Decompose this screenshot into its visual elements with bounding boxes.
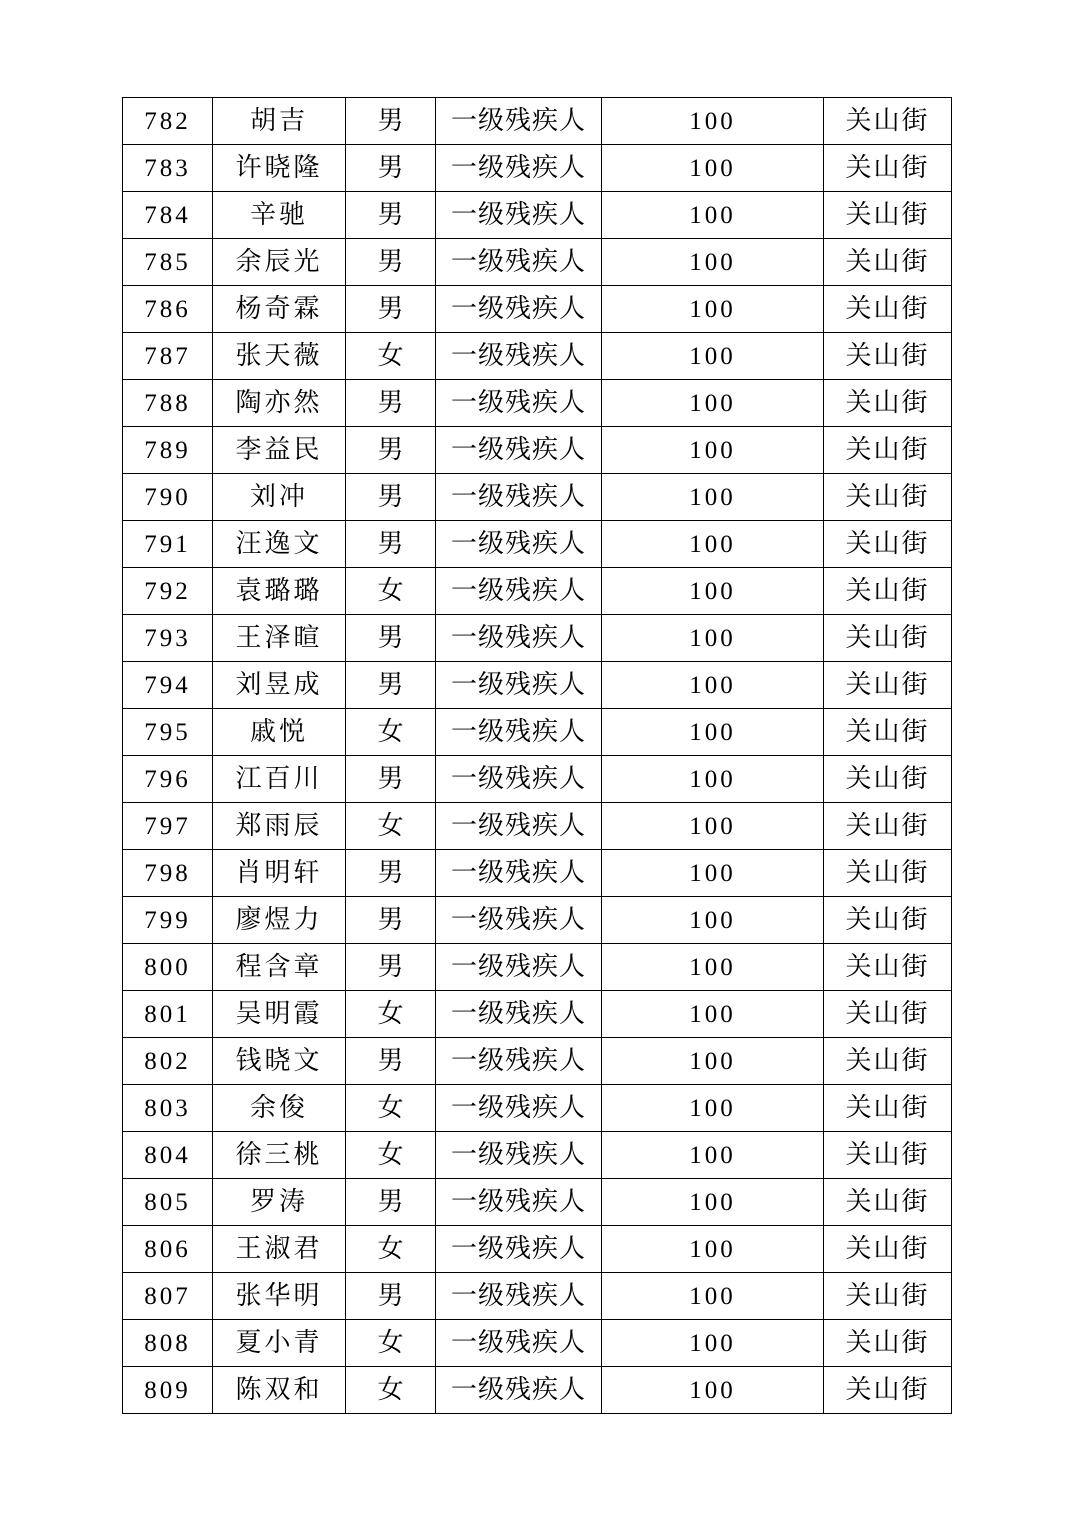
serial-number-cell: 808 <box>123 1320 213 1367</box>
serial-number-cell: 794 <box>123 662 213 709</box>
name-cell: 辛驰 <box>213 192 346 239</box>
serial-number-cell: 796 <box>123 756 213 803</box>
serial-number-cell: 787 <box>123 333 213 380</box>
amount-cell: 100 <box>602 1085 824 1132</box>
roster-body <box>123 98 952 1414</box>
gender-cell: 男 <box>346 521 436 568</box>
gender-cell: 女 <box>346 803 436 850</box>
gender-cell: 男 <box>346 1038 436 1085</box>
name-cell: 罗涛 <box>213 1179 346 1226</box>
serial-number-cell: 791 <box>123 521 213 568</box>
name-cell: 袁璐璐 <box>213 568 346 615</box>
gender-cell: 男 <box>346 145 436 192</box>
category-cell: 一级残疾人 <box>436 662 602 709</box>
amount-cell: 100 <box>602 1367 824 1414</box>
street-cell: 关山街 <box>824 1038 952 1085</box>
serial-number-cell: 804 <box>123 1132 213 1179</box>
street-cell: 关山街 <box>824 239 952 286</box>
category-cell: 一级残疾人 <box>436 1367 602 1414</box>
serial-number-cell: 793 <box>123 615 213 662</box>
amount-cell: 100 <box>602 1038 824 1085</box>
table-row <box>123 521 952 568</box>
amount-cell: 100 <box>602 803 824 850</box>
category-cell: 一级残疾人 <box>436 944 602 991</box>
category-cell: 一级残疾人 <box>436 1132 602 1179</box>
table-row <box>123 1367 952 1414</box>
category-cell: 一级残疾人 <box>436 897 602 944</box>
category-cell: 一级残疾人 <box>436 850 602 897</box>
serial-number-cell: 782 <box>123 98 213 145</box>
serial-number-cell: 806 <box>123 1226 213 1273</box>
table-row <box>123 1273 952 1320</box>
serial-number-cell: 789 <box>123 427 213 474</box>
amount-cell: 100 <box>602 239 824 286</box>
amount-cell: 100 <box>602 1179 824 1226</box>
category-cell: 一级残疾人 <box>436 192 602 239</box>
name-cell: 余辰光 <box>213 239 346 286</box>
table-row <box>123 1226 952 1273</box>
amount-cell: 100 <box>602 521 824 568</box>
category-cell: 一级残疾人 <box>436 1085 602 1132</box>
amount-cell: 100 <box>602 98 824 145</box>
table-row <box>123 145 952 192</box>
amount-cell: 100 <box>602 1273 824 1320</box>
street-cell: 关山街 <box>824 98 952 145</box>
name-cell: 王淑君 <box>213 1226 346 1273</box>
serial-number-cell: 801 <box>123 991 213 1038</box>
table-row <box>123 1132 952 1179</box>
amount-cell: 100 <box>602 192 824 239</box>
category-cell: 一级残疾人 <box>436 568 602 615</box>
roster-table <box>122 97 952 1414</box>
serial-number-cell: 788 <box>123 380 213 427</box>
name-cell: 李益民 <box>213 427 346 474</box>
street-cell: 关山街 <box>824 568 952 615</box>
street-cell: 关山街 <box>824 1320 952 1367</box>
name-cell: 王泽暄 <box>213 615 346 662</box>
amount-cell: 100 <box>602 145 824 192</box>
gender-cell: 男 <box>346 662 436 709</box>
name-cell: 程含章 <box>213 944 346 991</box>
street-cell: 关山街 <box>824 615 952 662</box>
category-cell: 一级残疾人 <box>436 756 602 803</box>
gender-cell: 男 <box>346 192 436 239</box>
amount-cell: 100 <box>602 380 824 427</box>
serial-number-cell: 805 <box>123 1179 213 1226</box>
gender-cell: 男 <box>346 1273 436 1320</box>
amount-cell: 100 <box>602 333 824 380</box>
gender-cell: 男 <box>346 239 436 286</box>
street-cell: 关山街 <box>824 380 952 427</box>
gender-cell: 男 <box>346 897 436 944</box>
category-cell: 一级残疾人 <box>436 380 602 427</box>
gender-cell: 男 <box>346 1179 436 1226</box>
name-cell: 戚悦 <box>213 709 346 756</box>
name-cell: 张天薇 <box>213 333 346 380</box>
table-row <box>123 286 952 333</box>
table-row <box>123 427 952 474</box>
name-cell: 吴明霞 <box>213 991 346 1038</box>
street-cell: 关山街 <box>824 662 952 709</box>
serial-number-cell: 786 <box>123 286 213 333</box>
name-cell: 郑雨辰 <box>213 803 346 850</box>
amount-cell: 100 <box>602 1226 824 1273</box>
serial-number-cell: 802 <box>123 1038 213 1085</box>
amount-cell: 100 <box>602 897 824 944</box>
name-cell: 许晓隆 <box>213 145 346 192</box>
gender-cell: 女 <box>346 1132 436 1179</box>
table-row <box>123 1320 952 1367</box>
serial-number-cell: 807 <box>123 1273 213 1320</box>
gender-cell: 女 <box>346 568 436 615</box>
name-cell: 汪逸文 <box>213 521 346 568</box>
table-row <box>123 1038 952 1085</box>
street-cell: 关山街 <box>824 1132 952 1179</box>
table-row <box>123 662 952 709</box>
street-cell: 关山街 <box>824 991 952 1038</box>
name-cell: 夏小青 <box>213 1320 346 1367</box>
category-cell: 一级残疾人 <box>436 427 602 474</box>
amount-cell: 100 <box>602 709 824 756</box>
gender-cell: 女 <box>346 991 436 1038</box>
category-cell: 一级残疾人 <box>436 1179 602 1226</box>
serial-number-cell: 799 <box>123 897 213 944</box>
gender-cell: 女 <box>346 709 436 756</box>
street-cell: 关山街 <box>824 1367 952 1414</box>
street-cell: 关山街 <box>824 803 952 850</box>
serial-number-cell: 783 <box>123 145 213 192</box>
category-cell: 一级残疾人 <box>436 98 602 145</box>
street-cell: 关山街 <box>824 897 952 944</box>
amount-cell: 100 <box>602 427 824 474</box>
gender-cell: 女 <box>346 1085 436 1132</box>
category-cell: 一级残疾人 <box>436 145 602 192</box>
table-row <box>123 333 952 380</box>
gender-cell: 男 <box>346 756 436 803</box>
category-cell: 一级残疾人 <box>436 803 602 850</box>
category-cell: 一级残疾人 <box>436 474 602 521</box>
serial-number-cell: 803 <box>123 1085 213 1132</box>
table-row <box>123 709 952 756</box>
street-cell: 关山街 <box>824 521 952 568</box>
table-row <box>123 991 952 1038</box>
serial-number-cell: 795 <box>123 709 213 756</box>
gender-cell: 女 <box>346 333 436 380</box>
gender-cell: 女 <box>346 1320 436 1367</box>
category-cell: 一级残疾人 <box>436 1273 602 1320</box>
amount-cell: 100 <box>602 1132 824 1179</box>
table-row <box>123 850 952 897</box>
category-cell: 一级残疾人 <box>436 615 602 662</box>
category-cell: 一级残疾人 <box>436 286 602 333</box>
gender-cell: 男 <box>346 98 436 145</box>
street-cell: 关山街 <box>824 1085 952 1132</box>
name-cell: 陈双和 <box>213 1367 346 1414</box>
name-cell: 刘昱成 <box>213 662 346 709</box>
serial-number-cell: 809 <box>123 1367 213 1414</box>
street-cell: 关山街 <box>824 1273 952 1320</box>
name-cell: 徐三桃 <box>213 1132 346 1179</box>
serial-number-cell: 800 <box>123 944 213 991</box>
name-cell: 张华明 <box>213 1273 346 1320</box>
street-cell: 关山街 <box>824 1226 952 1273</box>
amount-cell: 100 <box>602 568 824 615</box>
gender-cell: 女 <box>346 1367 436 1414</box>
table-row <box>123 897 952 944</box>
street-cell: 关山街 <box>824 944 952 991</box>
amount-cell: 100 <box>602 850 824 897</box>
serial-number-cell: 790 <box>123 474 213 521</box>
street-cell: 关山街 <box>824 709 952 756</box>
serial-number-cell: 784 <box>123 192 213 239</box>
category-cell: 一级残疾人 <box>436 1320 602 1367</box>
amount-cell: 100 <box>602 1320 824 1367</box>
table-row <box>123 756 952 803</box>
street-cell: 关山街 <box>824 1179 952 1226</box>
serial-number-cell: 785 <box>123 239 213 286</box>
name-cell: 钱晓文 <box>213 1038 346 1085</box>
serial-number-cell: 797 <box>123 803 213 850</box>
table-row <box>123 239 952 286</box>
name-cell: 廖煜力 <box>213 897 346 944</box>
category-cell: 一级残疾人 <box>436 1226 602 1273</box>
street-cell: 关山街 <box>824 286 952 333</box>
category-cell: 一级残疾人 <box>436 239 602 286</box>
serial-number-cell: 798 <box>123 850 213 897</box>
gender-cell: 男 <box>346 286 436 333</box>
amount-cell: 100 <box>602 991 824 1038</box>
street-cell: 关山街 <box>824 145 952 192</box>
amount-cell: 100 <box>602 662 824 709</box>
category-cell: 一级残疾人 <box>436 333 602 380</box>
street-cell: 关山街 <box>824 756 952 803</box>
gender-cell: 男 <box>346 474 436 521</box>
name-cell: 余俊 <box>213 1085 346 1132</box>
street-cell: 关山街 <box>824 474 952 521</box>
gender-cell: 男 <box>346 850 436 897</box>
table-row <box>123 944 952 991</box>
name-cell: 肖明轩 <box>213 850 346 897</box>
gender-cell: 男 <box>346 427 436 474</box>
gender-cell: 女 <box>346 1226 436 1273</box>
amount-cell: 100 <box>602 286 824 333</box>
name-cell: 陶亦然 <box>213 380 346 427</box>
table-row <box>123 1085 952 1132</box>
category-cell: 一级残疾人 <box>436 1038 602 1085</box>
table-row <box>123 803 952 850</box>
name-cell: 胡吉 <box>213 98 346 145</box>
amount-cell: 100 <box>602 944 824 991</box>
gender-cell: 男 <box>346 380 436 427</box>
name-cell: 江百川 <box>213 756 346 803</box>
street-cell: 关山街 <box>824 427 952 474</box>
table-row <box>123 380 952 427</box>
street-cell: 关山街 <box>824 333 952 380</box>
serial-number-cell: 792 <box>123 568 213 615</box>
table-row <box>123 568 952 615</box>
name-cell: 杨奇霖 <box>213 286 346 333</box>
gender-cell: 男 <box>346 615 436 662</box>
category-cell: 一级残疾人 <box>436 709 602 756</box>
amount-cell: 100 <box>602 615 824 662</box>
street-cell: 关山街 <box>824 850 952 897</box>
table-row <box>123 192 952 239</box>
category-cell: 一级残疾人 <box>436 521 602 568</box>
table-row <box>123 98 952 145</box>
amount-cell: 100 <box>602 756 824 803</box>
table-row <box>123 615 952 662</box>
category-cell: 一级残疾人 <box>436 991 602 1038</box>
amount-cell: 100 <box>602 474 824 521</box>
table-row <box>123 474 952 521</box>
table-row <box>123 1179 952 1226</box>
gender-cell: 男 <box>346 944 436 991</box>
street-cell: 关山街 <box>824 192 952 239</box>
name-cell: 刘冲 <box>213 474 346 521</box>
